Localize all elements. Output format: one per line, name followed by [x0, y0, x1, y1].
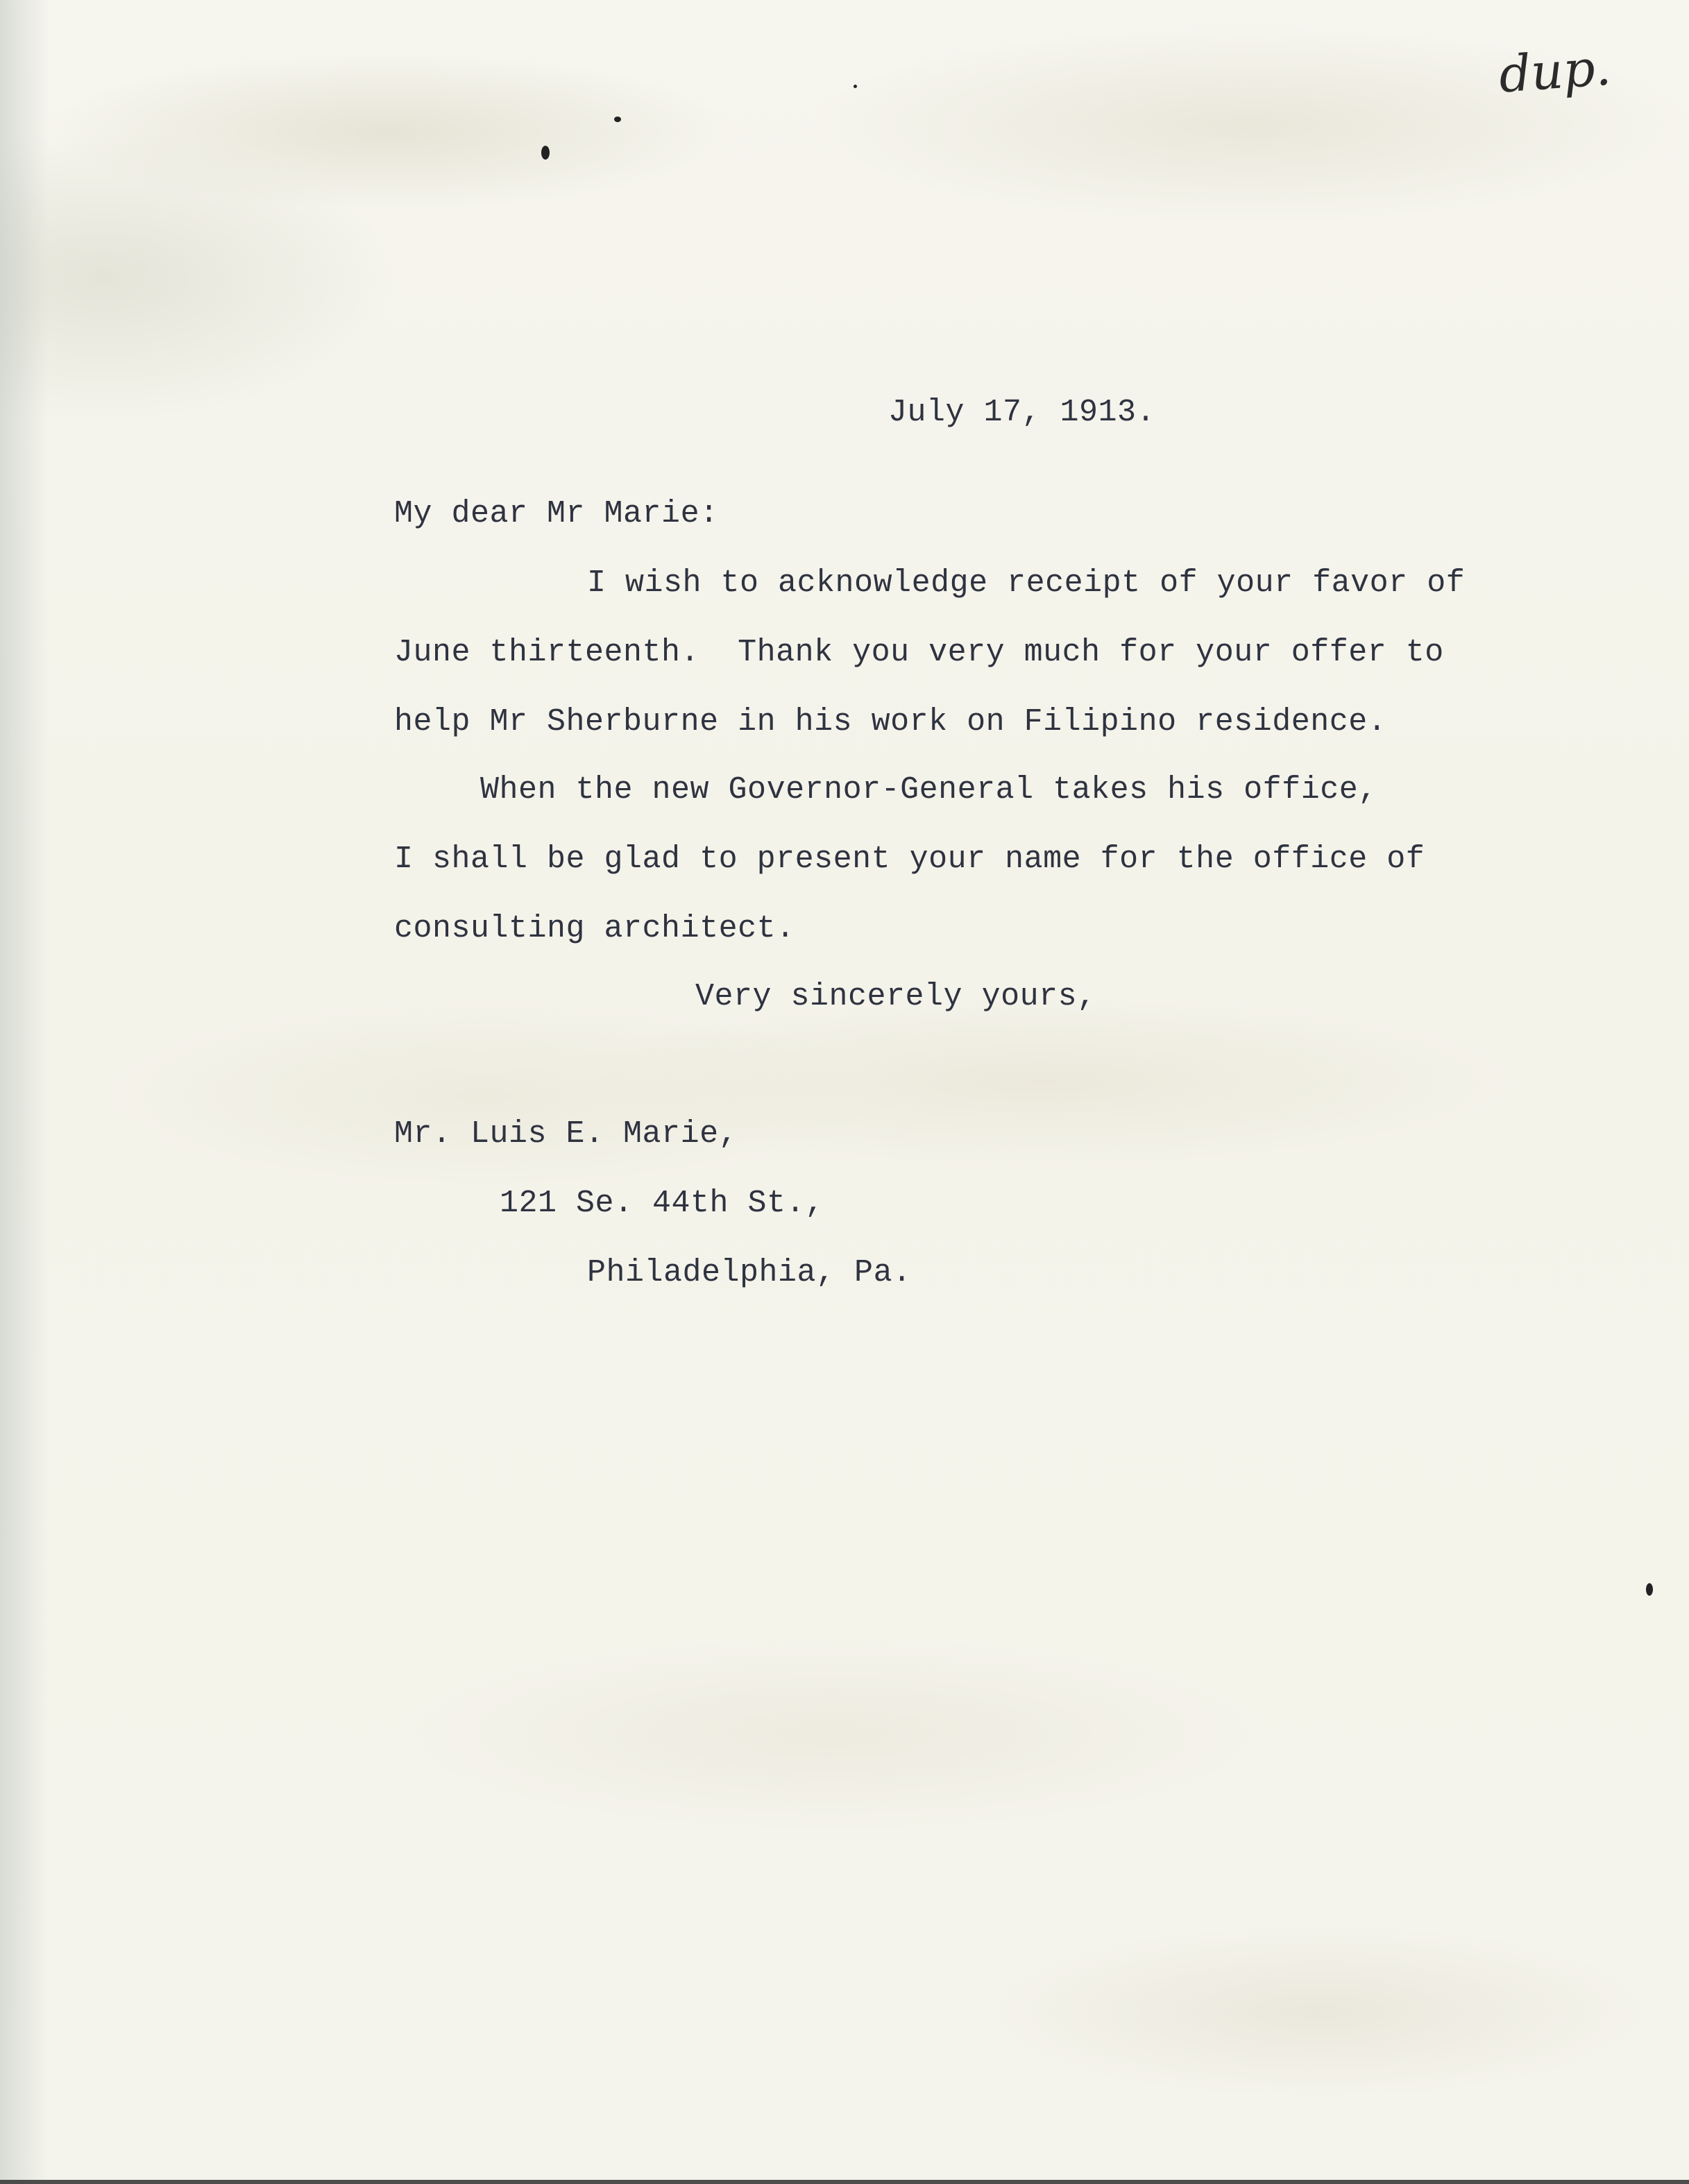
body-line: I shall be glad to present your name for the office of — [394, 842, 1425, 877]
ink-speck — [1646, 1583, 1653, 1596]
recipient-street: 121 Se. 44th St., — [500, 1186, 824, 1221]
body-line: help Mr Sherburne in his work on Filipino residence. — [394, 704, 1387, 740]
recipient-city: Philadelphia, Pa. — [587, 1255, 912, 1290]
ink-speck — [854, 85, 857, 88]
ink-speck — [541, 146, 550, 160]
body-line: When the new Governor-General takes his office, — [480, 772, 1377, 808]
page-edge-shadow — [0, 0, 49, 2184]
handwritten-annotation: dup. — [1497, 37, 1613, 104]
complimentary-close: Very sincerely yours, — [695, 979, 1096, 1014]
recipient-name: Mr. Luis E. Marie, — [394, 1116, 738, 1152]
letter-date: July 17, 1913. — [888, 395, 1156, 430]
body-line: I wish to acknowledge receipt of your favor of — [587, 565, 1466, 601]
scan-bottom-edge — [0, 2163, 1689, 2184]
body-line: consulting architect. — [394, 911, 795, 946]
salutation: My dear Mr Marie: — [394, 496, 719, 531]
ink-speck — [614, 117, 621, 122]
body-line: June thirteenth. Thank you very much for your offer to — [394, 635, 1444, 670]
